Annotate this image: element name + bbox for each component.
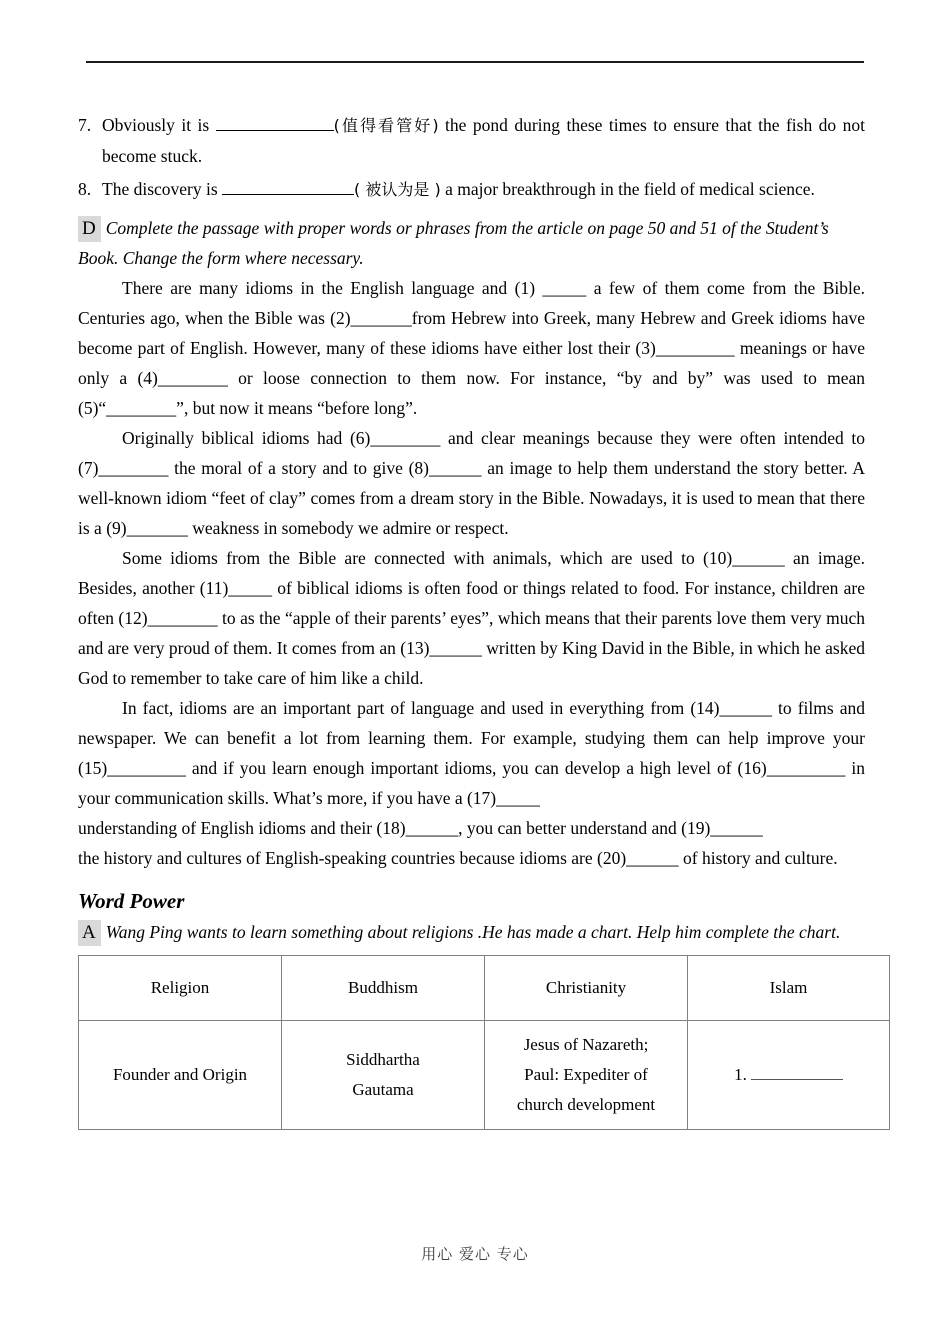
table-header-buddhism: Buddhism bbox=[282, 956, 485, 1021]
table-cell-buddhism-founder bbox=[282, 1021, 485, 1130]
section-a-directions-text: Wang Ping wants to learn something about religions .He has made a chart. Help him complete the chart. bbox=[105, 922, 841, 942]
exercise-8-text-a: The discovery is bbox=[102, 179, 223, 199]
christianity-founder-line1: Jesus of Nazareth; bbox=[523, 1035, 649, 1054]
islam-answer-number: 1. bbox=[734, 1065, 747, 1084]
christianity-founder-line3: church development bbox=[516, 1095, 656, 1114]
section-a-letter: A bbox=[78, 920, 101, 946]
exercise-7-hint: (值得看管好) bbox=[333, 116, 439, 135]
section-d-letter: D bbox=[78, 216, 101, 242]
table-row bbox=[79, 1021, 890, 1130]
section-d-directions bbox=[78, 213, 865, 273]
exercise-item-7 bbox=[78, 110, 865, 171]
exercise-8-text-b: a major breakthrough in the field of medical science. bbox=[440, 179, 815, 199]
table-cell-christianity-founder bbox=[485, 1021, 688, 1130]
religion-chart-table bbox=[78, 955, 890, 1130]
passage-paragraph-6: the history and cultures of English-speaking countries because idioms are (20)______ of history and culture. bbox=[78, 848, 838, 868]
christianity-founder-line2: Paul: Expediter of bbox=[524, 1065, 648, 1084]
table-cell-islam-founder[interactable] bbox=[688, 1021, 890, 1130]
page-content bbox=[78, 110, 865, 1130]
exercise-item-8 bbox=[78, 174, 865, 205]
section-d-directions-text: Complete the passage with proper words or phrases from the article on page 50 and 51 of the Student’s Book. Change the form where necessary. bbox=[78, 218, 829, 268]
buddhism-founder-line1: Siddhartha bbox=[346, 1050, 420, 1069]
exercise-8-blank[interactable] bbox=[222, 179, 354, 195]
islam-answer-blank[interactable] bbox=[751, 1065, 843, 1080]
passage-paragraph-4: In fact, idioms are an important part of language and used in everything from (14)______ to films and newspaper. We can benefit a lot from learning them. For example, studying them can help improve your (15)_________ and if you learn enough important idioms, you can develop a high level of (16)_________ in your communication skills. What’s more, if you have a (17)_____ bbox=[78, 698, 865, 808]
table-header-religion: Religion bbox=[79, 956, 282, 1021]
page-footer: 用心 爱心 专心 bbox=[421, 1245, 529, 1263]
exercise-7-text-a: Obviously it is bbox=[102, 115, 216, 135]
table-cell-founder-label: Founder and Origin bbox=[79, 1021, 282, 1130]
exercise-7-blank[interactable] bbox=[216, 115, 334, 131]
table-header-christianity: Christianity bbox=[485, 956, 688, 1021]
passage-paragraph-2: Originally biblical idioms had (6)________ and clear meanings because they were often intended to (7)________ the moral of a story and to give (8)______ an image to help them understand the story better. A well-known idiom “feet of clay” comes from a dream story in the Bible. Nowadays, it is used to mean that there is a (9)_______ weakness in somebody we admire or respect. bbox=[78, 428, 865, 538]
table-header-islam: Islam bbox=[688, 956, 890, 1021]
header-rule bbox=[86, 61, 864, 63]
exercise-7-text-b: the pond during these times to ensure that the fish do not become stuck. bbox=[102, 115, 865, 166]
passage-paragraph-1: There are many idioms in the English language and (1) _____ a few of them come from the Bible. Centuries ago, when the Bible was (2)_______from Hebrew into Greek, many Hebrew and Greek idioms have become part of English. However, many of these idioms have either lost their (3)_________ meanings or have only a (4)________ or loose connection to them now. For instance, “by and by” was used to mean (5)“________”, but now it means “before long”. bbox=[78, 278, 865, 418]
passage-paragraph-3: Some idioms from the Bible are connected with animals, which are used to (10)______ an image. Besides, another (11)_____ of biblical idioms is often food or things related to food. For instance, children are often (12)________ to as the “apple of their parents’ eyes”, which means that their parents love them very much and are very proud of them. It comes from an (13)______ written by King David in the Bible, in which he asked God to remember to take care of him like a child. bbox=[78, 548, 865, 688]
passage-paragraph-5: understanding of English idioms and their (18)______, you can better understand and (19)______ bbox=[78, 818, 763, 838]
exercise-8-hint: ( 被认为是 ) bbox=[354, 180, 441, 199]
word-power-title: Word Power bbox=[78, 889, 185, 913]
table-header-row bbox=[79, 956, 890, 1021]
exercise-number-8: 8. bbox=[78, 179, 92, 199]
exercise-number-7: 7. bbox=[78, 115, 92, 135]
buddhism-founder-line2: Gautama bbox=[352, 1080, 414, 1099]
section-a-directions bbox=[78, 917, 865, 947]
